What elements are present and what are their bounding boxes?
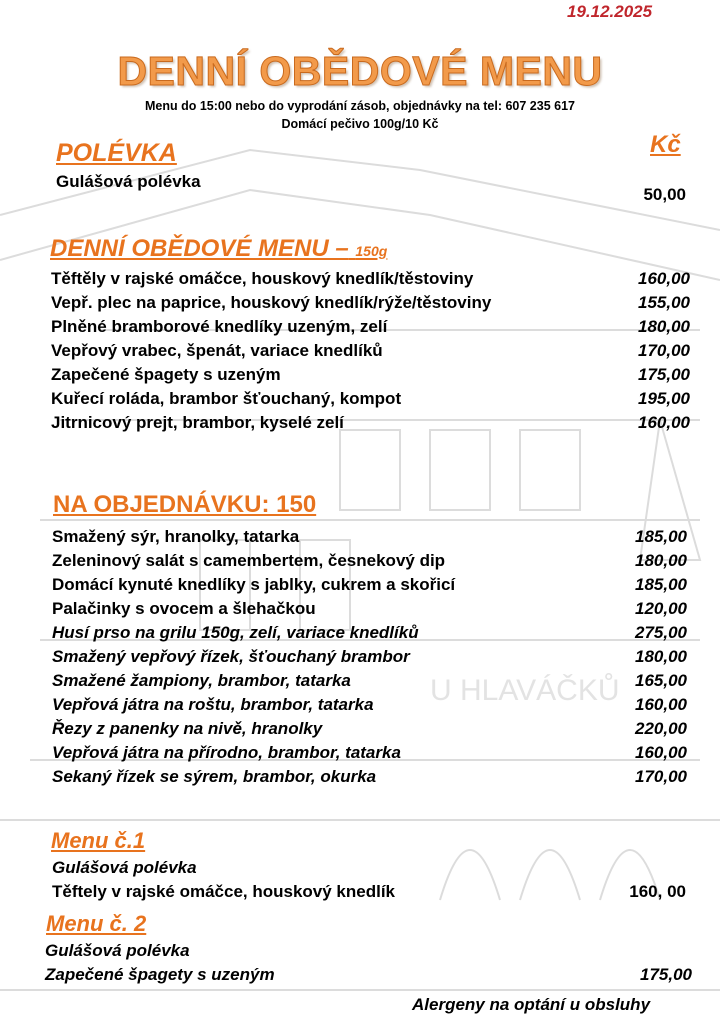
menu-date: 19.12.2025	[567, 2, 653, 21]
menu-item-name: Palačinky s ovocem a šlehačkou	[52, 599, 316, 618]
menu-item-price: 160,00	[638, 413, 690, 432]
menu-item-price: 175,00	[638, 365, 690, 384]
currency-header: Kč	[650, 131, 681, 158]
menu-item-price: 165,00	[635, 671, 687, 690]
menu-item-price: 155,00	[638, 293, 690, 312]
menu-item-price: 170,00	[635, 767, 687, 786]
menu-item-price: 180,00	[635, 647, 687, 666]
info-bakery: Domácí pečivo 100g/10 Kč	[281, 117, 439, 131]
info-hours-phone: Menu do 15:00 nebo do vyprodání zásob, objednávky na tel: 607 235 617	[145, 99, 575, 113]
menu2-price: 175,00	[640, 965, 692, 984]
menu-item-price: 160,00	[635, 743, 687, 762]
menu-item-name: Smažený sýr, hranolky, tatarka	[52, 527, 300, 546]
menu1-price: 160, 00	[629, 882, 686, 901]
page-title: DENNÍ OBĚDOVÉ MENU	[117, 48, 603, 94]
menu-item-price: 120,00	[635, 599, 687, 618]
menu-item-name: Sekaný řízek se sýrem, brambor, okurka	[52, 767, 377, 786]
menu-item-name: Jitrnicový prejt, brambor, kyselé zelí	[51, 413, 344, 432]
menu2-main: Zapečené špagety s uzeným	[45, 965, 275, 984]
menu-item-price: 185,00	[635, 575, 687, 594]
menu2-heading: Menu č. 2	[46, 911, 147, 936]
soup-heading: POLÉVKA	[56, 139, 177, 167]
menu-item-name: Vepřová játra na přírodno, brambor, tatarka	[52, 743, 401, 762]
menu-item-price: 275,00	[635, 623, 687, 642]
menu-item-name: Plněné bramborové knedlíky uzeným, zelí	[51, 317, 388, 336]
menu-item-price: 180,00	[635, 551, 687, 570]
menu-item-price: 170,00	[638, 341, 690, 360]
menu1-heading: Menu č.1	[51, 828, 146, 853]
menu-item-price: 185,00	[635, 527, 687, 546]
daily-menu-heading: DENNÍ OBĚDOVÉ MENU – 150g	[50, 235, 388, 262]
daily-menu-weight: 150g	[355, 243, 388, 259]
menu-item-price: 195,00	[638, 389, 690, 408]
background-sign-text: U HLAVÁČKŮ	[430, 674, 620, 707]
soup-name: Gulášová polévka	[56, 172, 201, 191]
menu-item-name: Smažené žampiony, brambor, tatarka	[52, 671, 351, 690]
menu-item-name: Domácí kynuté knedlíky s jablky, cukrem a skořicí	[52, 575, 456, 594]
menu-item-price: 220,00	[635, 719, 687, 738]
menu-item-price: 180,00	[638, 317, 690, 336]
menu-item-name: Zapečené špagety s uzeným	[51, 365, 281, 384]
menu-item-price: 160,00	[635, 695, 687, 714]
allergen-note: Alergeny na optání u obsluhy	[412, 995, 651, 1014]
menu-item-name: Vepřová játra na roštu, brambor, tatarka	[52, 695, 374, 714]
menu-item-name: Kuřecí roláda, brambor šťouchaný, kompot	[51, 389, 402, 408]
menu-item-name: Vepřový vrabec, špenát, variace knedlíků	[51, 341, 383, 360]
menu-item-name: Těftěly v rajské omáčce, houskový knedlík/těstoviny	[51, 269, 474, 288]
menu2-soup: Gulášová polévka	[45, 941, 190, 960]
menu-item-name: Smažený vepřový řízek, šťouchaný brambor	[52, 647, 410, 666]
menu-item-name: Řezy z panenky na nivě, hranolky	[52, 719, 323, 738]
soup-price: 50,00	[643, 185, 686, 204]
menu1-soup: Gulášová polévka	[52, 858, 197, 877]
menu-item-price: 160,00	[638, 269, 690, 288]
menu-item-name: Zeleninový salát s camembertem, česnekový dip	[52, 551, 446, 570]
menu-item-name: Husí prso na grilu 150g, zelí, variace knedlíků	[52, 623, 419, 642]
menu1-main: Těftely v rajské omáčce, houskový knedlík	[52, 882, 395, 901]
menu-item-name: Vepř. plec na paprice, houskový knedlík/rýže/těstoviny	[51, 293, 492, 312]
order-heading: NA OBJEDNÁVKU: 150	[53, 491, 317, 518]
